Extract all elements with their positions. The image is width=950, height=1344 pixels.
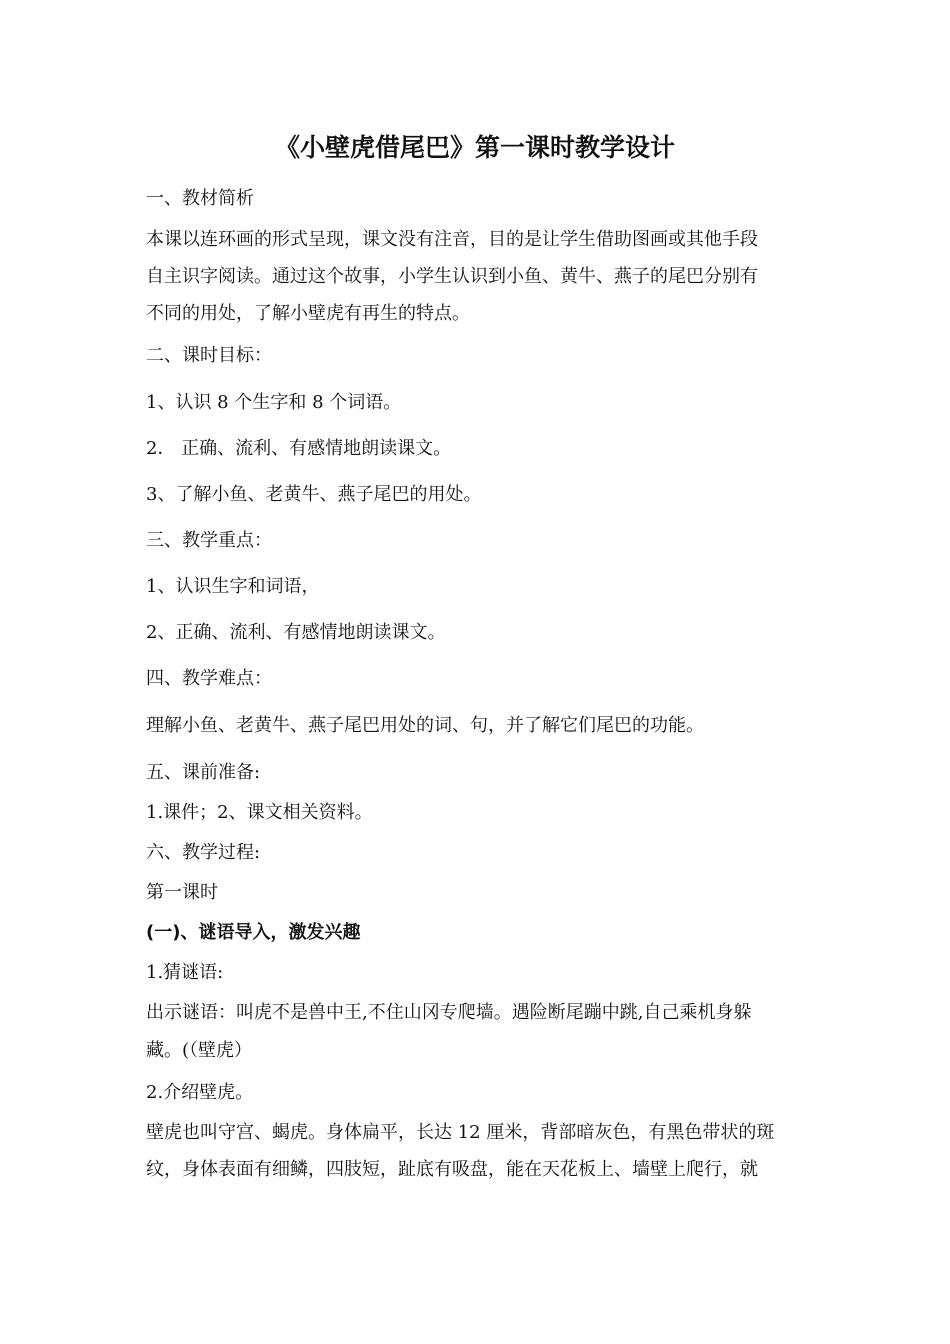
section-heading-textbook-analysis: 一、教材简析 [146, 188, 254, 209]
document-title: 《小壁虎借尾巴》第一课时教学设计 [274, 133, 675, 162]
paragraph-line: 纹，身体表面有细鳞，四肢短，趾底有吸盘，能在天花板上、墙壁上爬行，就 [146, 1159, 758, 1180]
list-item: 3、了解小鱼、老黄牛、燕子尾巴的用处。 [146, 484, 482, 505]
paragraph-line: 1.课件；2、课文相关资料。 [146, 802, 373, 823]
section-heading-teaching-process: 六、教学过程: [146, 842, 261, 863]
paragraph-line: 本课以连环画的形式呈现，课文没有注音，目的是让学生借助图画或其他手段 [146, 229, 758, 250]
paragraph-line: 不同的用处，了解小壁虎有再生的特点。 [146, 303, 470, 324]
section-heading-lesson-goals: 二、课时目标： [146, 345, 272, 366]
subheading-first-lesson: 第一课时 [146, 882, 218, 903]
section-heading-preparation: 五、课前准备: [146, 762, 261, 783]
section-heading-key-points: 三、教学重点： [146, 530, 272, 551]
list-item: 1、认识生字和词语， [146, 576, 320, 597]
list-item: 2． 正确、流利、有感情地朗读课文。 [146, 438, 452, 459]
paragraph-line: 理解小鱼、老黄牛、燕子尾巴用处的词、句，并了解它们尾巴的功能。 [146, 715, 704, 736]
list-item: 2.介绍壁虎。 [146, 1082, 254, 1103]
list-item: 1、认识 8 个生字和 8 个词语。 [146, 392, 402, 413]
paragraph-line: 自主识字阅读。通过这个故事，小学生认识到小鱼、黄牛、燕子的尾巴分别有 [146, 266, 758, 287]
paragraph-line: 壁虎也叫守宫、蝎虎。身体扁平，长达 12 厘米，背部暗灰色，有黑色带状的斑 [146, 1122, 775, 1143]
section-heading-difficulties: 四、教学难点： [146, 668, 272, 689]
subheading-riddle-intro: (一)、谜语导入，激发兴趣 [146, 922, 361, 943]
paragraph-line: 藏。(（壁虎） [146, 1040, 253, 1061]
list-item: 2、正确、流利、有感情地朗读课文。 [146, 622, 446, 643]
paragraph-line: 出示谜语：叫虎不是兽中王,不住山冈专爬墙。遇险断尾蹦中跳,自己乘机身躲 [146, 1002, 752, 1023]
list-item: 1.猜谜语: [146, 962, 224, 983]
